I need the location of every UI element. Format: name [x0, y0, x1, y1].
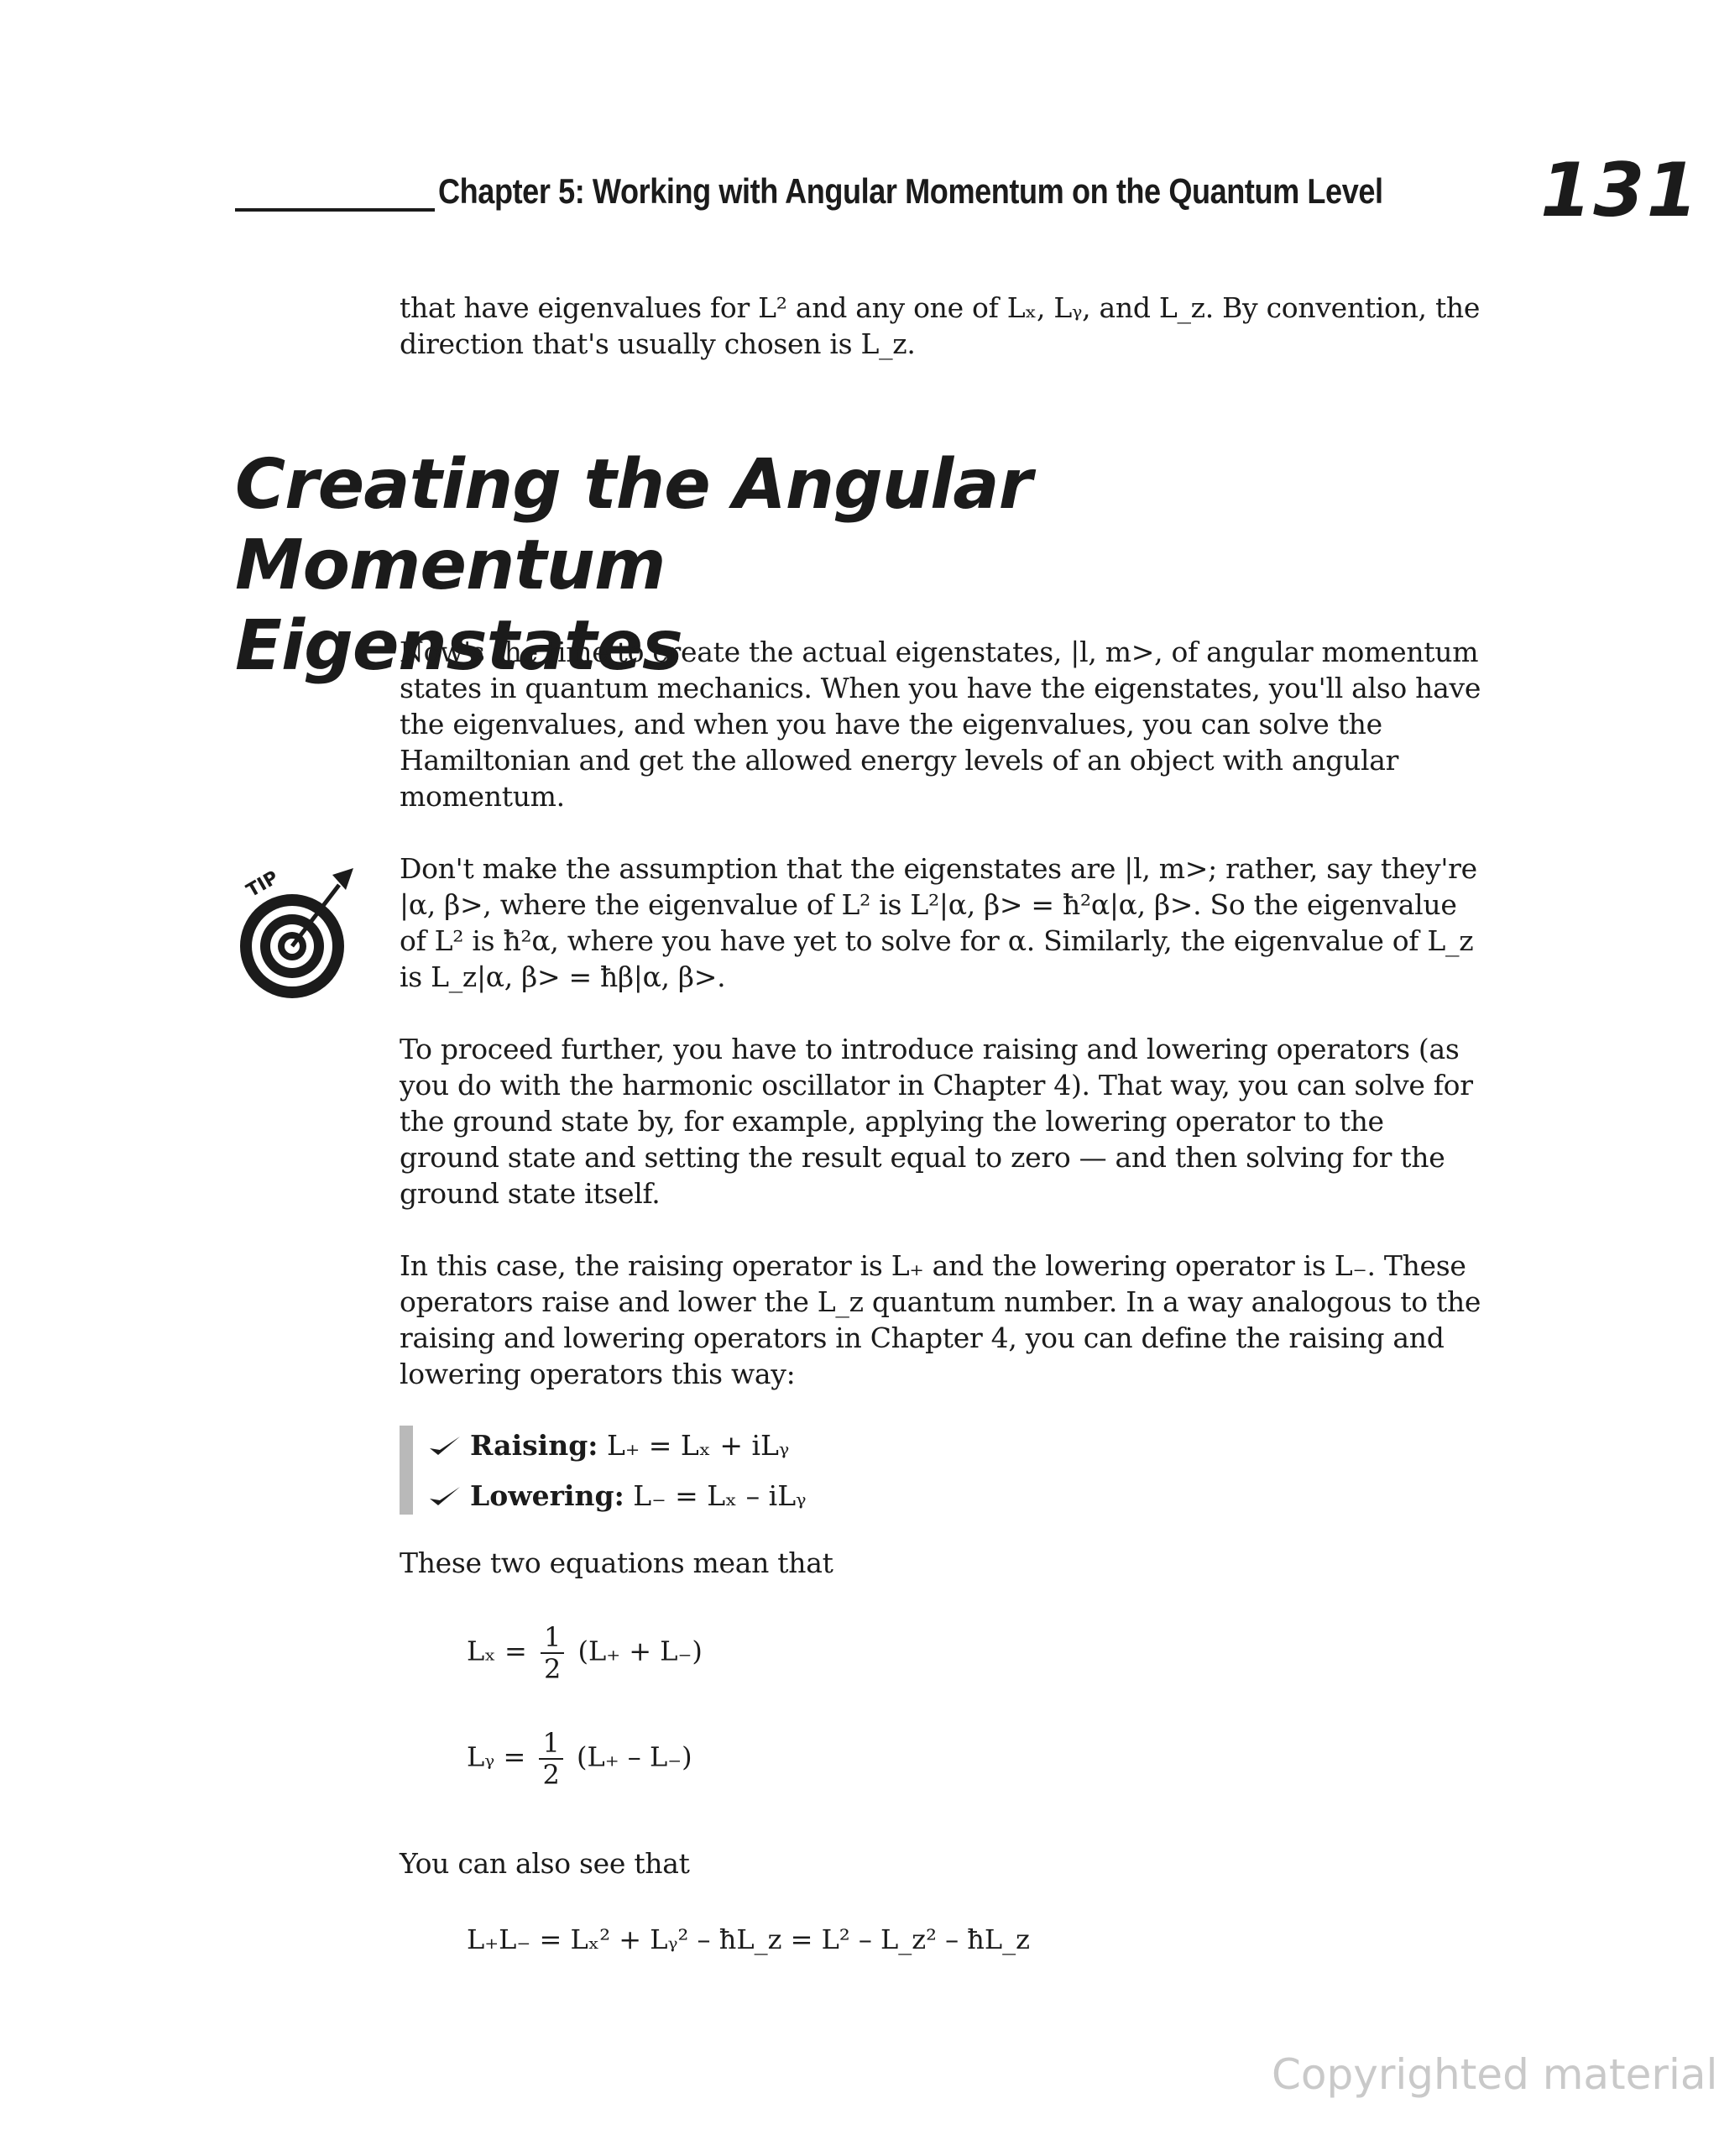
- copyright-watermark: Copyrighted material: [1272, 2050, 1718, 2099]
- header-rule: [235, 208, 435, 212]
- bullet-item-raising: [428, 1427, 789, 1463]
- tip-target-icon: [232, 850, 366, 1009]
- equation-lx: [467, 1622, 703, 1684]
- equation-lx-lhs: Lₓ =: [467, 1635, 527, 1667]
- bullet-list-bar: [400, 1426, 413, 1515]
- intro-paragraph: that have eigenvalues for L² and any one of Lₓ, Lᵧ, and L_z. By convention, the direction that's usually chosen is L_z.: [400, 291, 1481, 360]
- bullet-label-lowering: Lowering:: [470, 1479, 624, 1512]
- equation-ly-lhs: Lᵧ =: [467, 1740, 526, 1773]
- tip-paragraph: Don't make the assumption that the eigenstates are |l, m>; rather, say they're |α, β>, where the eigenvalue of L² is L²|α, β> = ħ²α|α, β>. So the eigenvalue of L² is ħ²α, where you have yet to solve for α. Similarly, the eigenvalue of L_z is L_z|α, β> = ħβ|α, β>.: [400, 852, 1477, 993]
- equation-ly: [467, 1728, 692, 1790]
- final-equation: L₊L₋ = Lₓ² + Lᵧ² – ħL_z = L² – L_z² – ħL_z: [467, 1923, 1030, 1955]
- bullet-label-raising: Raising:: [470, 1429, 598, 1462]
- body-paragraph-3: To proceed further, you have to introduce raising and lowering operators (as you do with the harmonic oscillator in Chapter 4). That way, you can solve for the ground state by, for example, applying the lowering operator to the ground state and setting the result equal to zero — and then solving for the ground state itself.: [400, 1033, 1473, 1210]
- equation-lx-rhs: (L₊ + L₋): [577, 1635, 703, 1667]
- also-see-text: You can also see that: [400, 1847, 690, 1880]
- running-header-title: Chapter 5: Working with Angular Momentum on the Quantum Level: [438, 171, 1383, 211]
- section-heading-line-1: Creating the Angular Momentum: [235, 445, 1032, 605]
- checkmark-icon: [428, 1431, 462, 1456]
- fraction-half: $\frac{1}{2}$: [541, 1622, 564, 1684]
- after-bullets-text: These two equations mean that: [400, 1546, 833, 1579]
- fraction-half: $\frac{1}{2}$: [539, 1728, 562, 1790]
- equation-ly-rhs: (L₊ – L₋): [576, 1740, 692, 1773]
- tip-label: TIP: [243, 866, 283, 903]
- body-paragraph-1: Now's the time to create the actual eigenstates, |l, m>, of angular momentum states in quantum mechanics. When you have the eigenstates, you'll also have the eigenvalues, and when you have the eigenvalues, you can solve the Hamiltonian and get the allowed energy levels of an object with angular momentum.: [400, 636, 1481, 813]
- bullet-equation-lowering: L₋ = Lₓ – iLᵧ: [633, 1479, 807, 1512]
- checkmark-icon: [428, 1481, 462, 1506]
- bullet-item-lowering: [428, 1478, 807, 1514]
- section-heading-line-2: Eigenstates: [235, 606, 682, 686]
- bullet-equation-raising: L₊ = Lₓ + iLᵧ: [606, 1429, 790, 1462]
- body-paragraph-4: In this case, the raising operator is L₊ and the lowering operator is L₋. These operators raise and lower the L_z quantum number. In a way analogous to the raising and lowering operators in Chapter 4, you can define the raising and lowering operators this way:: [400, 1249, 1481, 1390]
- page-number: 131: [1540, 147, 1700, 233]
